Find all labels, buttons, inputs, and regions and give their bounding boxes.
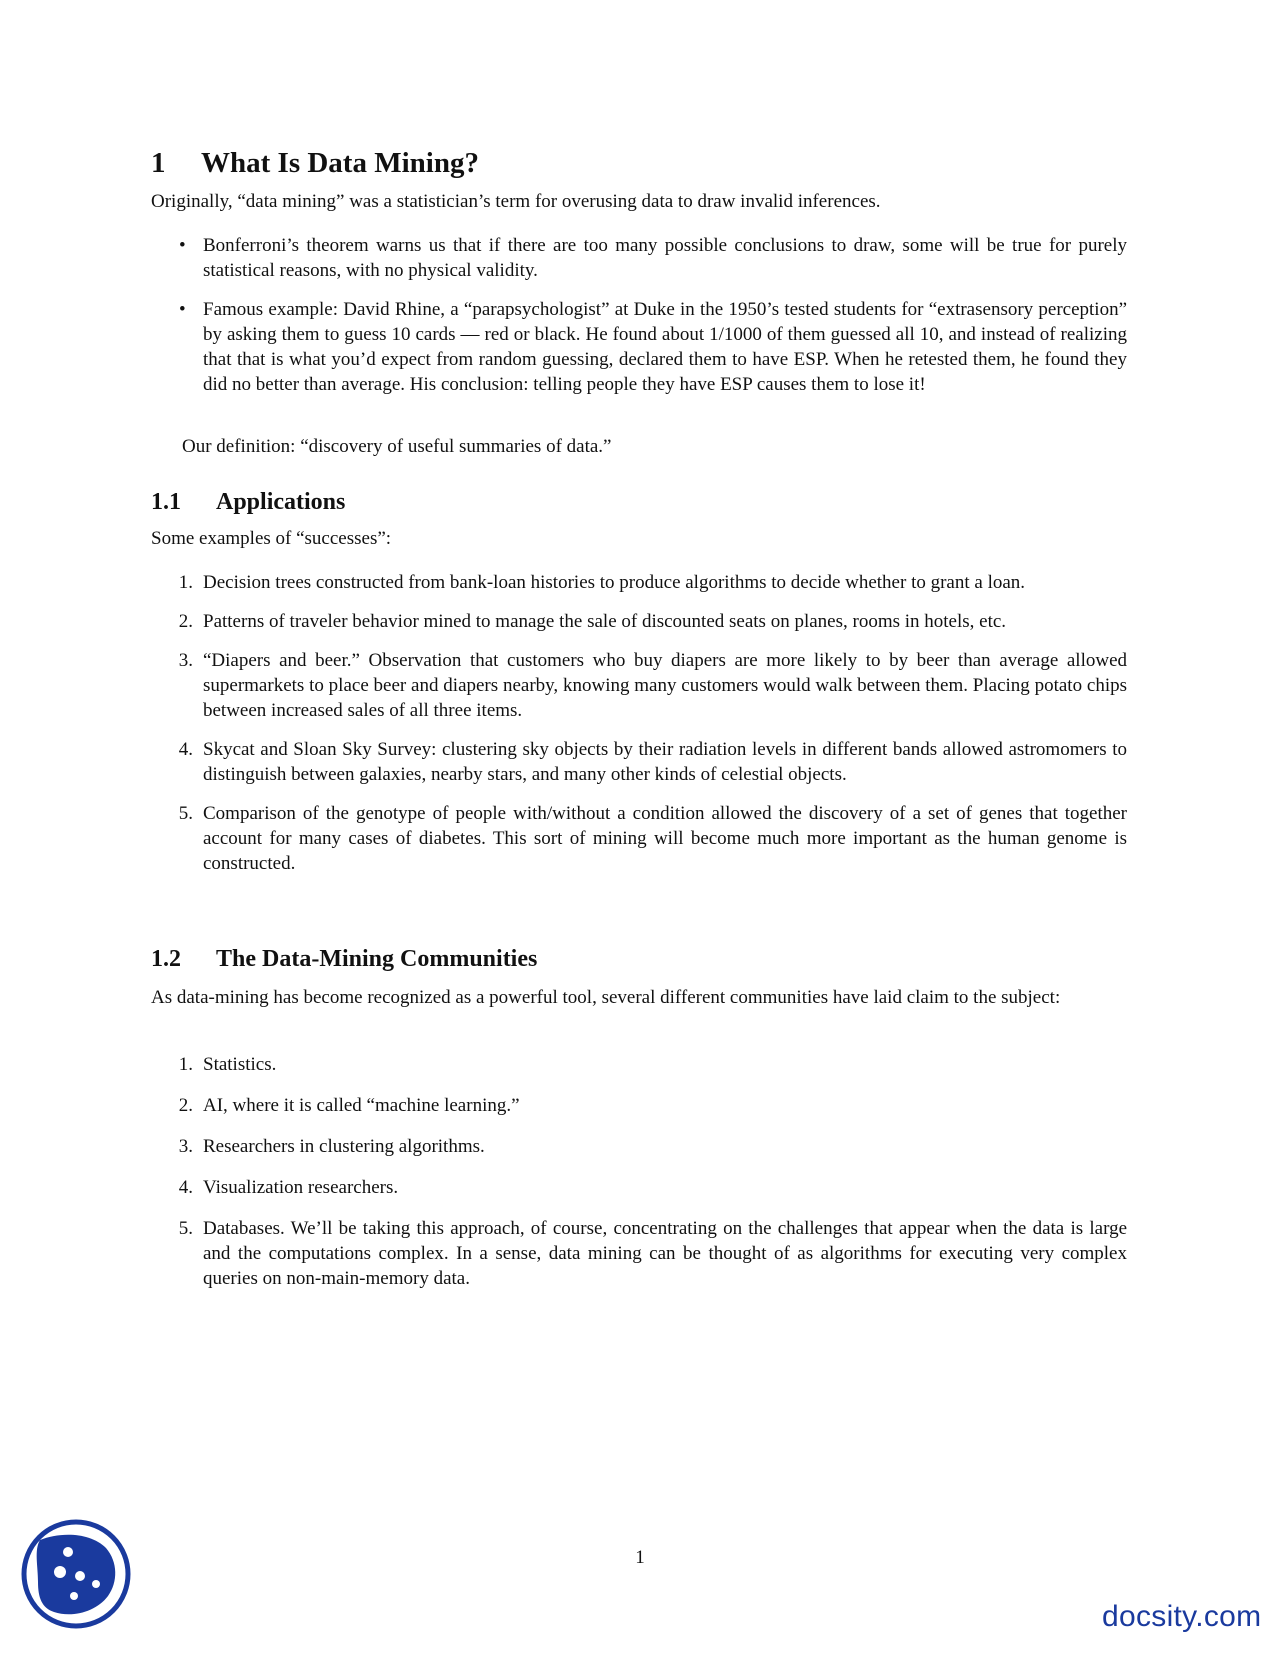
section-1-1-title: Applications xyxy=(216,489,346,515)
list-item-text: AI, where it is called “machine learning.” xyxy=(203,1095,520,1116)
list-number: 5. xyxy=(178,803,193,824)
section-1-2-number: 1.2 xyxy=(151,946,181,972)
section-1-2-intro: As data-mining has become recognized as a powerful tool, several different communities have laid claim to the subject: xyxy=(151,987,1061,1008)
list-item xyxy=(151,1052,1127,1077)
docsity-logo-icon xyxy=(20,1518,132,1630)
list-item xyxy=(151,1216,1127,1291)
list-number: 4. xyxy=(178,1177,193,1198)
docsity-logo-svg xyxy=(20,1518,132,1630)
section-1-heading xyxy=(151,145,479,181)
list-item xyxy=(151,570,1127,595)
list-number: 5. xyxy=(178,1218,193,1239)
list-item xyxy=(151,1175,1127,1200)
section-1-intro: Originally, “data mining” was a statistician’s term for overusing data to draw invalid inferences. xyxy=(151,191,881,212)
list-number: 3. xyxy=(178,650,193,671)
list-item-text: Decision trees constructed from bank-loan histories to produce algorithms to decide whether to grant a loan. xyxy=(203,572,1026,593)
list-number: 4. xyxy=(178,739,193,760)
list-item xyxy=(151,233,1127,283)
list-item-text: Researchers in clustering algorithms. xyxy=(203,1136,485,1157)
list-item-text: “Diapers and beer.” Observation that customers who buy diapers are more likely to by beer than average allowed supermarkets to place beer and diapers nearby, knowing many customers would walk between them. Placing potato chips between increased sales of all three items. xyxy=(203,650,1127,721)
list-item-text: Patterns of traveler behavior mined to manage the sale of discounted seats on planes, rooms in hotels, etc. xyxy=(203,611,1007,632)
docsity-brand-link[interactable]: docsity.com xyxy=(1102,1600,1262,1633)
list-item xyxy=(151,297,1127,397)
section-1-1-intro: Some examples of “successes”: xyxy=(151,528,392,549)
list-number: 3. xyxy=(178,1136,193,1157)
list-item-text: Visualization researchers. xyxy=(203,1177,399,1198)
list-item xyxy=(151,1093,1127,1118)
section-1-2-heading xyxy=(151,944,537,974)
page-number: 1 xyxy=(635,1547,645,1568)
list-item-text: Skycat and Sloan Sky Survey: clustering sky objects by their radiation levels in different bands allowed astromomers to distinguish between galaxies, nearby stars, and many other kinds of celestial objects. xyxy=(203,739,1127,785)
section-1-bullet-list xyxy=(151,233,1127,397)
list-number: 2. xyxy=(178,1095,193,1116)
section-1-1-number: 1.1 xyxy=(151,489,181,515)
applications-list xyxy=(151,570,1127,876)
definition-paragraph: Our definition: “discovery of useful summaries of data.” xyxy=(182,436,612,457)
list-item-text: Famous example: David Rhine, a “parapsychologist” at Duke in the 1950’s tested students for “extrasensory perception” by asking them to guess 10 cards — red or black. He found about 1/1000 of them guessed all 10, and instead of realizing that that is what you’d expect from random guessing, declared them to have ESP. When he retested them, he found they did no better than average. His conclusion: telling people they have ESP causes them to lose it! xyxy=(203,299,1127,395)
list-item-text: Bonferroni’s theorem warns us that if there are too many possible conclusions to draw, some will be true for purely statistical reasons, with no physical validity. xyxy=(203,235,1127,281)
list-number: 1. xyxy=(178,1054,193,1075)
list-item xyxy=(151,1134,1127,1159)
section-1-2-title: The Data-Mining Communities xyxy=(216,946,538,972)
bullet-marker: • xyxy=(179,299,186,320)
list-item-text: Statistics. xyxy=(203,1054,277,1075)
list-item xyxy=(151,609,1127,634)
list-item-text: Databases. We’ll be taking this approach, of course, concentrating on the challenges that appear when the data is large and the computations complex. In a sense, data mining can be thought of as algorithms for executing very complex queries on non-main-memory data. xyxy=(203,1218,1127,1289)
bullet-marker: • xyxy=(179,235,186,256)
section-1-title: What Is Data Mining? xyxy=(201,147,479,179)
list-item xyxy=(151,801,1127,876)
list-number: 2. xyxy=(178,611,193,632)
list-item xyxy=(151,648,1127,723)
communities-list xyxy=(151,1052,1127,1291)
section-1-1-heading xyxy=(151,487,345,517)
section-1-number: 1 xyxy=(151,147,166,179)
list-item-text: Comparison of the genotype of people with/without a condition allowed the discovery of a set of genes that together account for many cases of diabetes. This sort of mining will become much more important as the human genome is constructed. xyxy=(203,803,1127,874)
list-item xyxy=(151,737,1127,787)
list-number: 1. xyxy=(178,572,193,593)
